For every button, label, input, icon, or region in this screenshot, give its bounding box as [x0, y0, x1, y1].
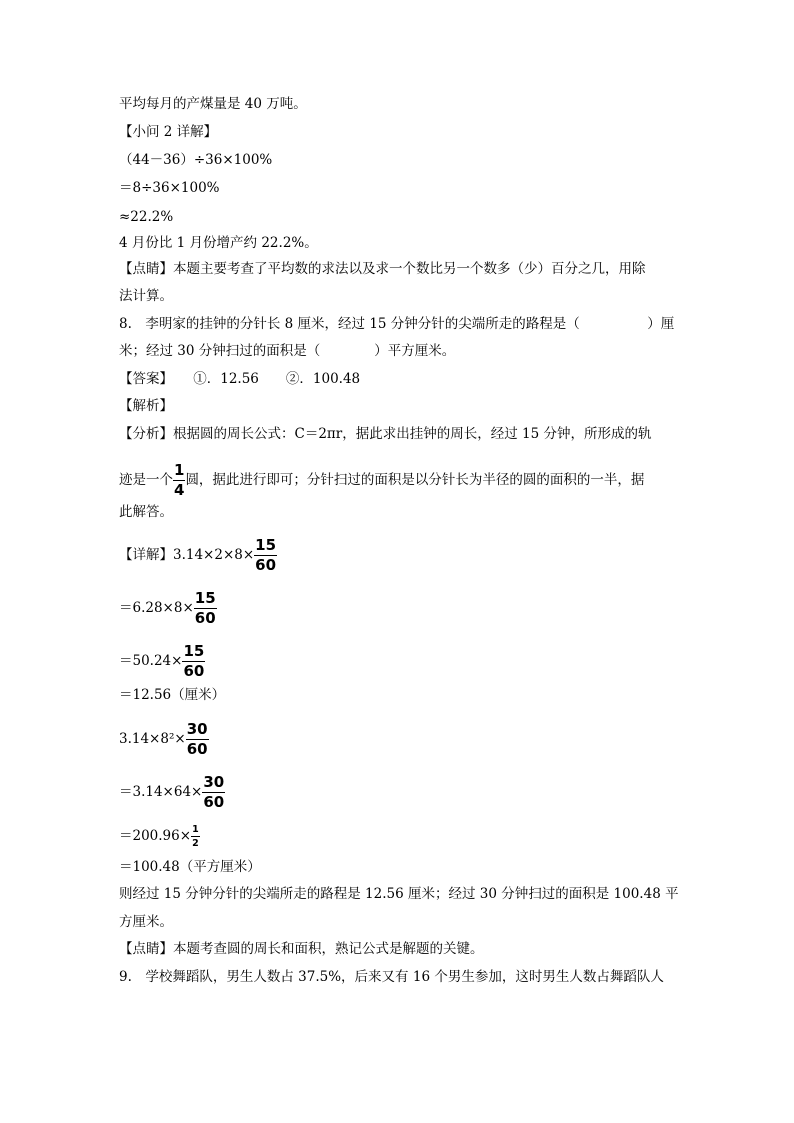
conclusion-line-2: 方厘米。: [119, 914, 173, 930]
conclusion-line-1: 则经过 15 分钟分针的尖端所走的路程是 12.56 厘米；经过 30 分钟扫过的面积是 100.48 平: [119, 886, 679, 902]
comment-line: 【点睛】本题考查圆的周长和面积，熟记公式是解题的关键。: [119, 941, 484, 957]
calc-text: ＝6.28×8×: [119, 600, 194, 616]
calc-line: [119, 582, 217, 634]
comment-line: 【点睛】本题主要考查了平均数的求法以及求一个数比另一个数多（少）百分之几，用除: [119, 261, 646, 277]
detail-line: [119, 529, 277, 581]
equation-line: ＝8÷36×100%: [119, 180, 220, 196]
fraction-15-60: [254, 538, 277, 573]
fraction-one-quarter: [173, 463, 185, 498]
text-line: 平均每月的产煤量是 40 万吨。: [119, 96, 307, 112]
fraction-numerator: 1: [174, 461, 185, 479]
fraction-30-60: [186, 722, 209, 757]
fraction-30-60: [202, 775, 225, 810]
fraction-numerator: 30: [186, 720, 208, 738]
calc-text: 3.14×8²×: [119, 731, 186, 747]
question-9-line: 9. 学校舞蹈队，男生人数占 37.5%，后来又有 16 个男生参加，这时男生人数占舞蹈队人: [119, 969, 664, 985]
calc-line: [119, 766, 225, 818]
analysis-text: 迹是一个: [119, 472, 173, 488]
comment-line: 法计算。: [119, 288, 173, 304]
fraction-denominator: 60: [194, 609, 216, 627]
question-8-line-1: 8. 李明家的挂钟的分针长 8 厘米，经过 15 分钟分针的尖端所走的路程是（ ）厘: [119, 316, 675, 332]
fraction-denominator: 60: [203, 793, 225, 811]
calc-line: [119, 635, 205, 687]
calc-text: ＝50.24×: [119, 653, 183, 669]
calc-line: ＝12.56（厘米）: [119, 687, 226, 703]
answer-line: 【答案】 ①．12.56 ②．100.48: [119, 371, 361, 387]
fraction-numerator: 15: [183, 642, 205, 660]
fraction-denominator: 2: [192, 838, 199, 849]
calc-line: [119, 713, 209, 765]
calc-text: ＝200.96×: [119, 828, 192, 844]
detail-text: 【详解】3.14×2×8×: [119, 547, 255, 563]
fraction-numerator: 15: [194, 589, 216, 607]
section-heading: 【小问 2 详解】: [119, 124, 218, 140]
fraction-numerator: 30: [203, 773, 225, 791]
text-line: 4 月份比 1 月份增产约 22.2%。: [119, 235, 318, 251]
fraction-denominator: 60: [183, 662, 205, 680]
fraction-15-60: [182, 644, 205, 679]
question-8-line-2: 米；经过 30 分钟扫过的面积是（ ）平方厘米。: [119, 343, 456, 359]
analysis-text: 圆，据此进行即可；分针扫过的面积是以分针长为半径的圆的面积的一半，据: [185, 472, 645, 488]
calc-line: [119, 818, 200, 854]
analysis-line-2: [119, 452, 644, 508]
fraction-numerator: 1: [192, 823, 199, 835]
fraction-denominator: 60: [255, 556, 277, 574]
fraction-one-half: [191, 825, 200, 849]
analysis-line-3: 此解答。: [119, 504, 173, 520]
calc-line: ＝100.48（平方厘米）: [119, 859, 261, 875]
equation-line: ≈22.2%: [119, 209, 174, 225]
fraction-bar: [191, 836, 200, 837]
calc-text: ＝3.14×64×: [119, 784, 203, 800]
fraction-numerator: 15: [255, 536, 277, 554]
fraction-denominator: 4: [174, 481, 185, 499]
fraction-15-60: [194, 591, 217, 626]
analysis-line-1: 【分析】根据圆的周长公式：C＝2πr，据此求出挂钟的周长，经过 15 分钟，所形成的轨: [119, 426, 652, 442]
equation-line: （44－36）÷36×100%: [119, 152, 273, 168]
fraction-denominator: 60: [186, 740, 208, 758]
analysis-heading: 【解析】: [119, 398, 173, 414]
